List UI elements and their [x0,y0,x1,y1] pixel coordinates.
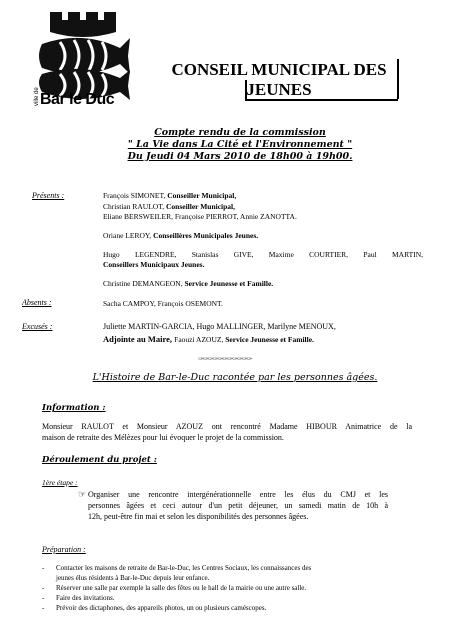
deroulement-heading: Déroulement du projet : [42,455,157,465]
absents-label: Absents : [22,298,52,307]
presents-line-2: Christian RAULOT, Conseiller Municipal, [103,202,236,211]
subtitle-line-3: Du Jeudi 04 Mars 2010 de 18h00 à 19h00. [127,151,353,162]
presents-line-7: Christine DEMANGEON, Service Jeunesse et Famille. [103,279,274,288]
presents-line-3: Eliane BERSWEILER, Françoise PIERROT, Annie ZANOTTA. [103,212,297,221]
presents-label: Présents : [32,191,65,200]
separator-decoration: ✑✑✑✑✑✑✑✑✑✑✑ [198,355,252,363]
presents-line-5: Hugo LEGENDRE, Stanislas GIVE, Maxime COURTIER, Paul MARTIN, [103,250,423,259]
excuses-label: Excusés : [22,322,53,331]
title-box-border [245,80,247,100]
subtitle-line-1: Compte rendu de la commission [154,127,326,138]
page-title [160,60,398,100]
step-line-3: 12h, peut-être fin mai et selon les disponibilités des personnes âgées. [88,512,309,521]
logo-town-name: Bar le Duc [40,91,115,108]
list-item: - Contacter les maisons de retraite de Bar-le-Duc, les Centres Sociaux, les connaissances des [42,564,312,572]
preparation-heading: Préparation : [42,545,86,554]
information-heading: Information : [42,403,106,413]
information-line-1: Monsieur RAULOT et Monsieur AZOUZ ont rencontré Madame HIBOUR Animatrice de la [42,422,412,431]
list-item: - Prévoir des dictaphones, des appareils photos, un ou plusieurs caméscopes. [42,604,267,612]
step-line-1: Organiser une rencontre intergénérationnelle entre les élus du CMJ et les [88,490,388,499]
presents-line-6: Conseillers Municipaux Jeunes. [103,260,205,269]
list-item: jeunes élus résidents à Bar-le-Duc depuis leur enfance. [56,574,210,582]
presents-line-4: Oriane LEROY, Conseillères Municipales Jeunes. [103,231,259,240]
history-heading: L'Histoire de Bar-le-Duc racontée par les personnes âgées. [92,372,378,383]
list-item: - Faire des invitations. [42,594,115,602]
step-line-2: personnes âgées et ceci autour d'un petit déjeuner, un samedi matin de 10h à [88,501,388,510]
subtitle-line-2: " La Vie dans La Cité et l'Environnement " [127,139,353,150]
title-line-2: JEUNES [246,80,312,99]
step-label: 1ère étape : [42,478,78,487]
list-item: - Réserver une salle par exemple la salle des fêtes ou le hall de la mairie ou une autre salle. [42,584,307,592]
preparation-list [42,563,412,613]
pointing-hand-icon: ☞ [78,489,87,499]
presents-line-1: François SIMONET, Conseiller Municipal, [103,191,237,200]
logo-town-small: ville de [34,87,40,106]
absents-text: Sacha CAMPOY, François OSEMONT. [103,299,223,308]
title-line-1: CONSEIL MUNICIPAL DES [171,60,387,79]
information-line-2: maison de retraite des Mélèzes pour lui évoquer le projet de la commission. [42,433,284,442]
title-box-border [245,99,398,101]
excuses-line-1: Juliette MARTIN-GARCIA, Hugo MALLINGER, Marilyne MENOUX, [103,322,336,331]
excuses-line-2: Adjointe au Maire, Faouzi AZOUZ, Service Jeunesse et Famille. [103,334,314,344]
title-box-border [397,59,399,99]
